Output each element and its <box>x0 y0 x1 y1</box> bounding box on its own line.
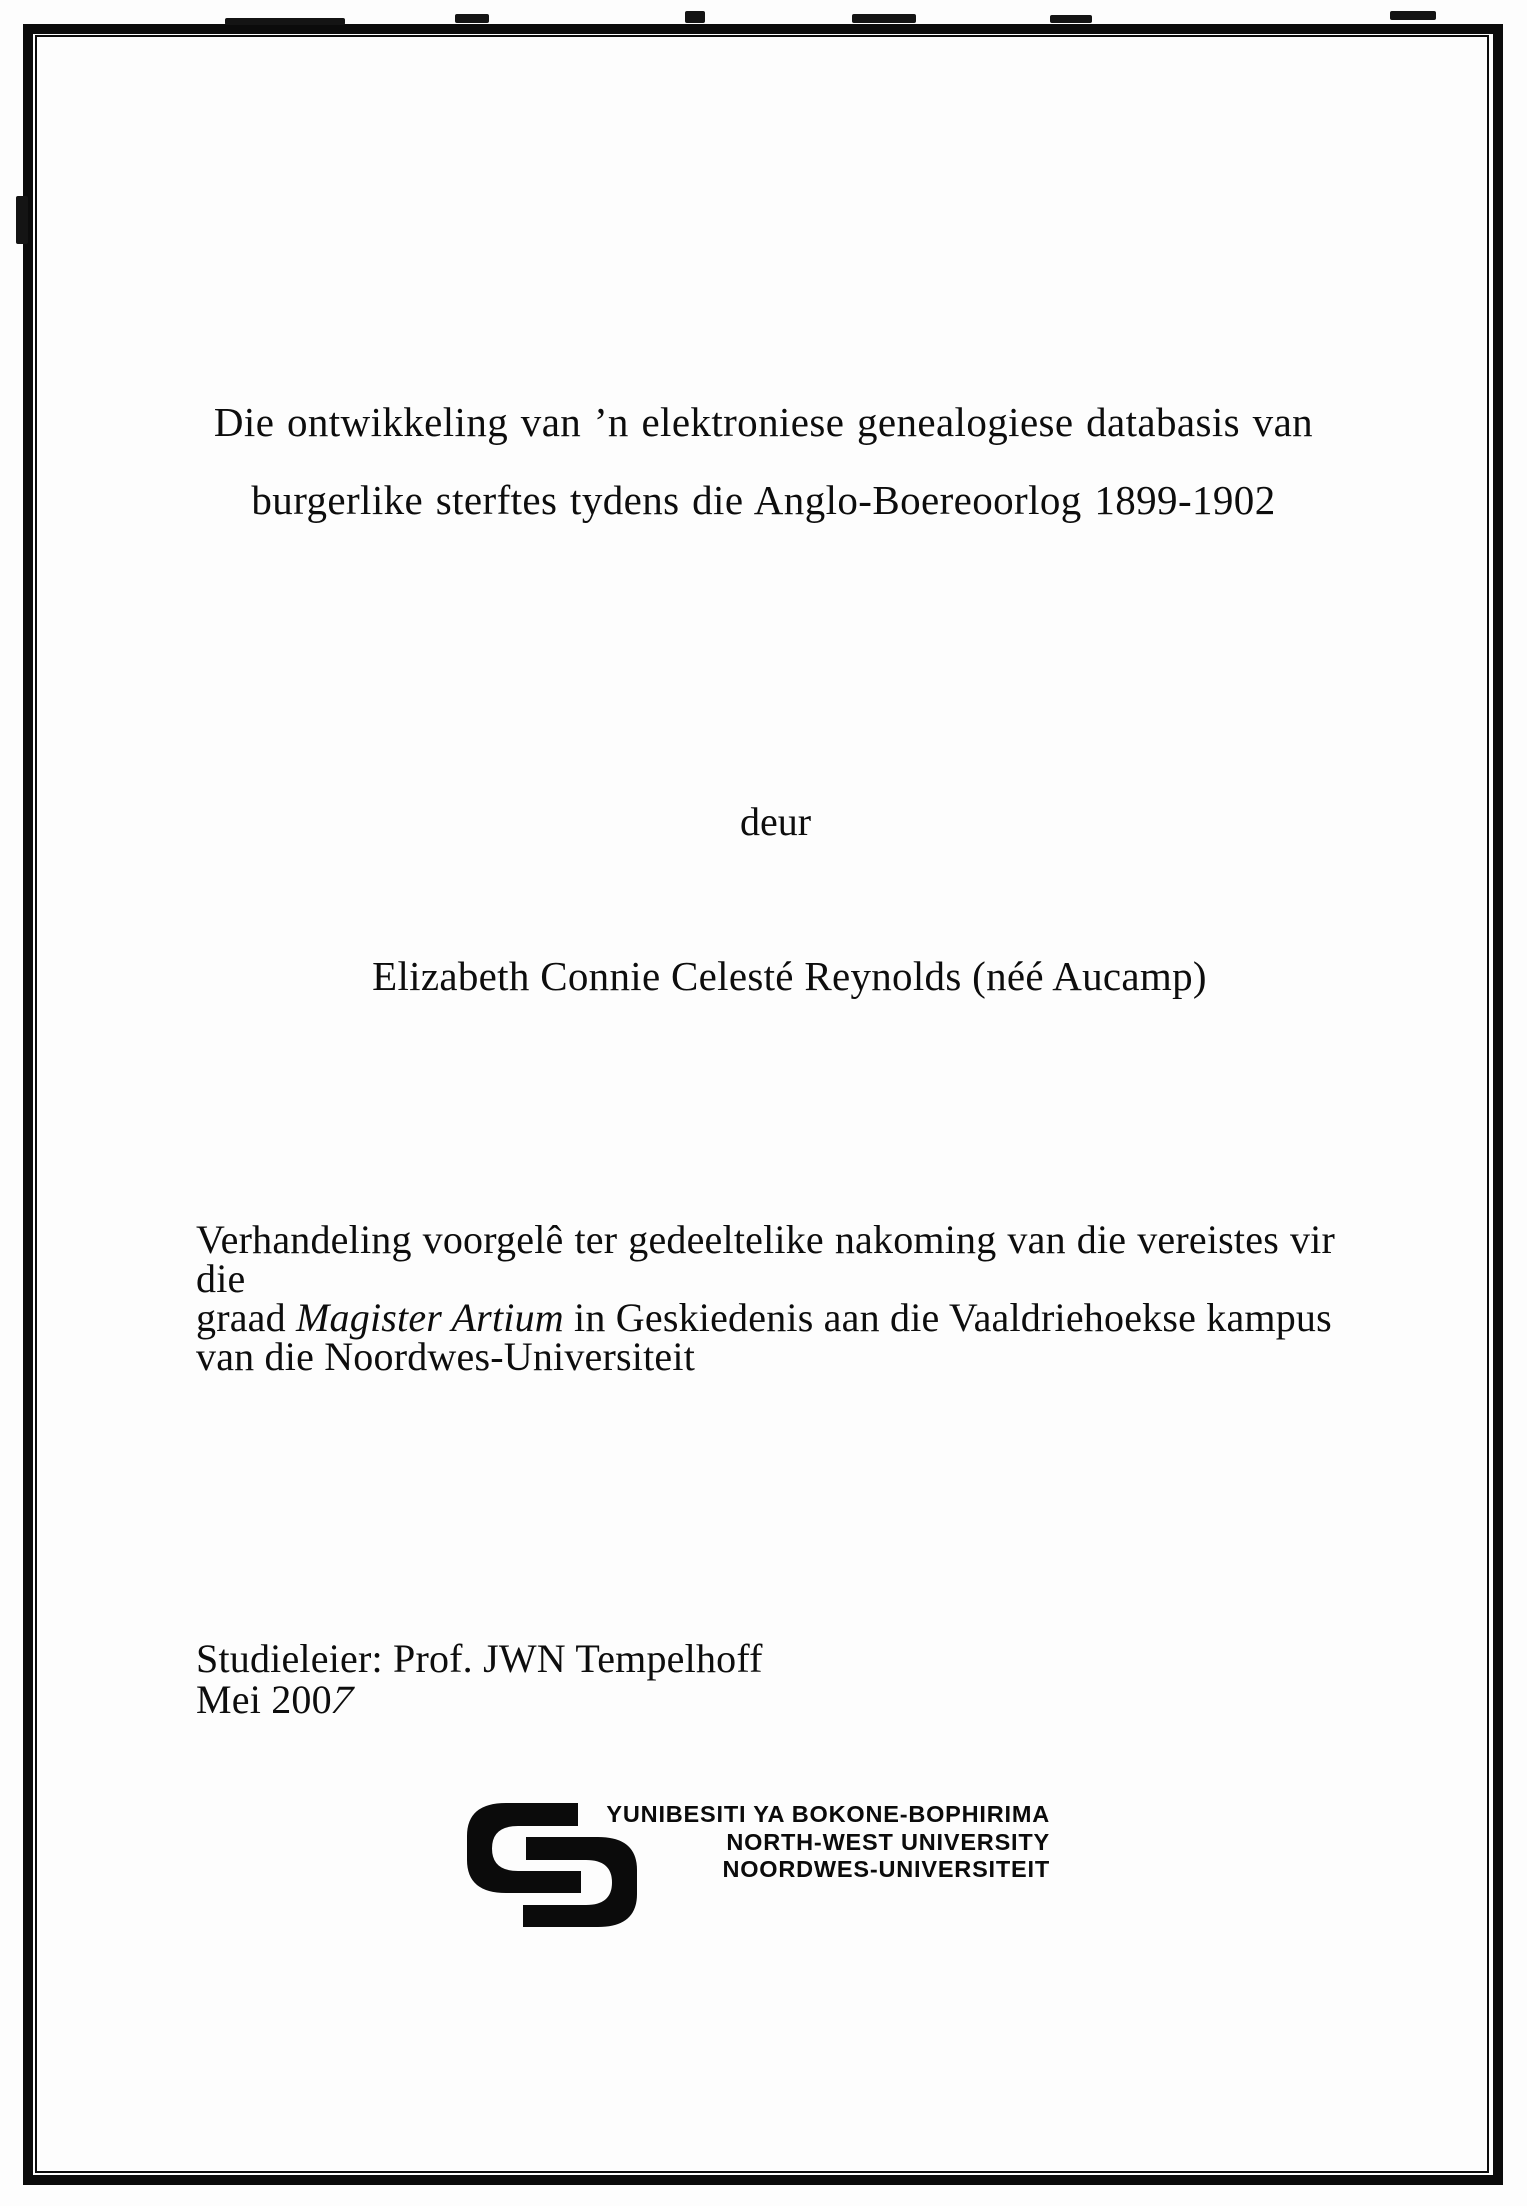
scan-artifact <box>1050 15 1092 23</box>
university-name-setswana: YUNIBESITI YA BOKONE-BOPHIRIMA <box>606 1801 1050 1827</box>
declaration-line1: Verhandeling voorgelê ter gedeeltelike nakoming van die vereistes vir die <box>196 1217 1335 1301</box>
scan-artifact <box>455 14 489 23</box>
declaration-line2-suffix: in Geskiedenis aan die Vaaldriehoekse kampus <box>563 1295 1332 1340</box>
university-name-english: NORTH-WEST UNIVERSITY <box>726 1828 1050 1855</box>
scan-artifact <box>1390 11 1436 20</box>
scan-artifact <box>16 196 28 244</box>
scan-artifact <box>685 11 705 23</box>
date-prefix: Mei 200 <box>196 1677 332 1722</box>
supervisor-line: Studieleier: Prof. JWN Tempelhoff <box>196 1636 763 1681</box>
degree-name-italic: Magister Artium <box>296 1295 564 1340</box>
date-digit: 7 <box>324 1677 360 1722</box>
thesis-title <box>194 383 1333 539</box>
author-name: Elizabeth Connie Celesté Reynolds (néé Aucamp) <box>372 953 1207 999</box>
supervisor-block <box>196 1638 763 1720</box>
university-name-afrikaans: NOORDWES-UNIVERSITEIT <box>722 1856 1050 1882</box>
thesis-title-line2: burgerlike sterftes tydens die Anglo-Boereoorlog 1899-1902 <box>251 477 1276 523</box>
scan-artifact <box>225 18 345 25</box>
date-line <box>196 1679 763 1720</box>
declaration-paragraph <box>196 1217 1335 1379</box>
thesis-title-line1: Die ontwikkeling van ’n elektroniese genealogiese databasis van <box>213 399 1314 445</box>
byline-deur: deur <box>739 799 812 844</box>
declaration-line2 <box>196 1295 1335 1340</box>
declaration-line3: van die Noordwes-Universiteit <box>196 1334 696 1379</box>
scan-artifact <box>852 14 916 23</box>
declaration-line2-prefix: graad <box>196 1295 297 1340</box>
university-wordmark <box>584 1801 1050 1884</box>
